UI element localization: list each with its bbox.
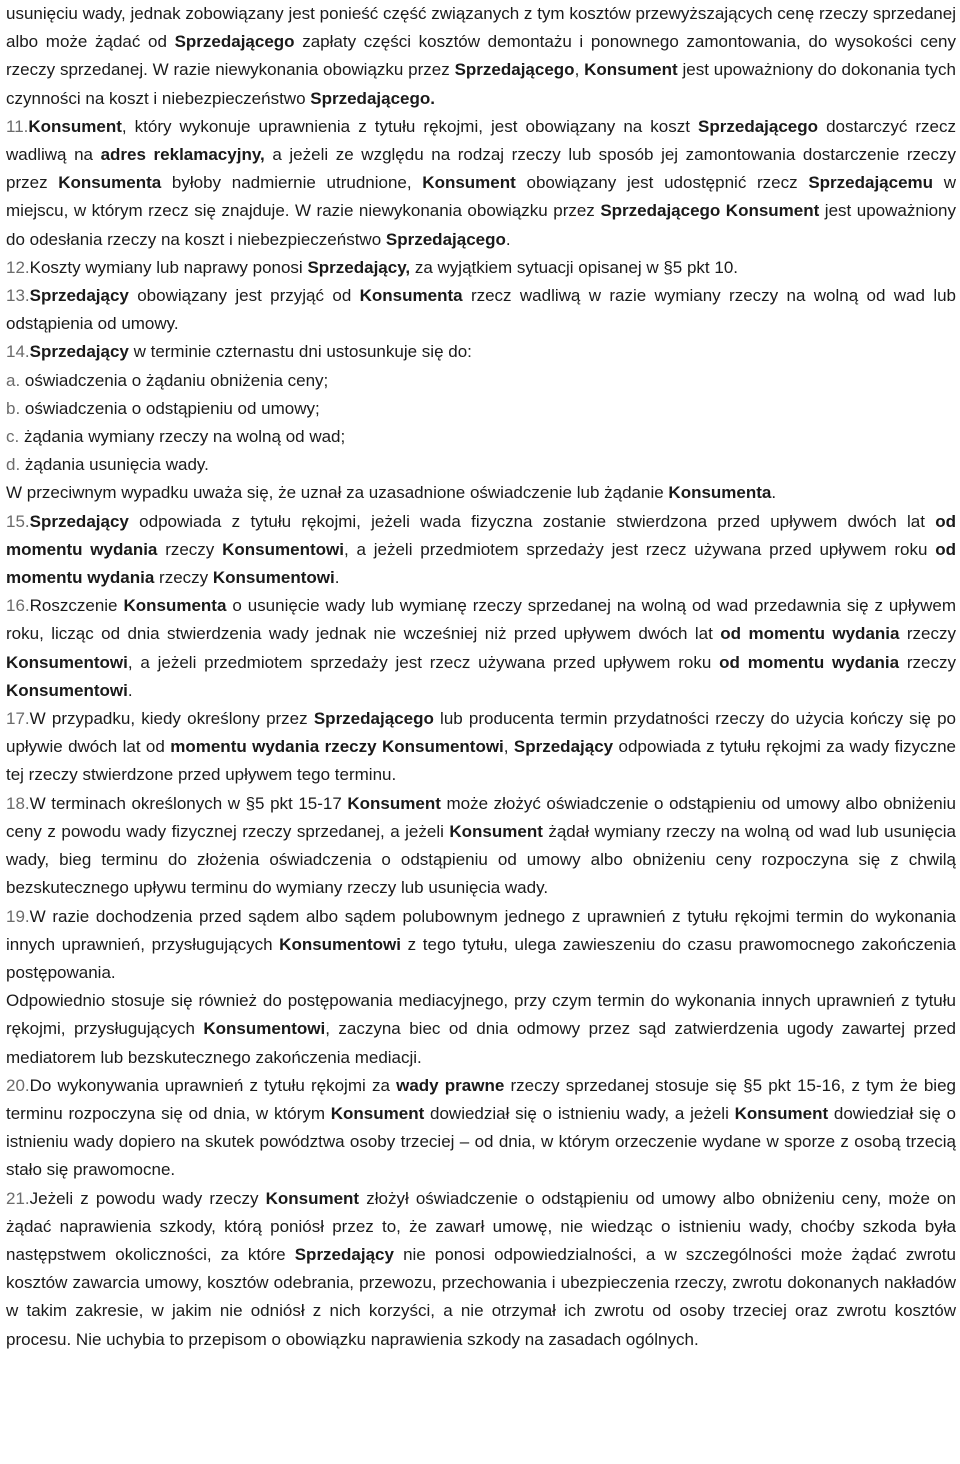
bold-term: Sprzedający: [29, 511, 129, 531]
clause-number: b.: [6, 398, 21, 418]
document-body: [6, 0, 956, 1354]
text-run: obowiązany jest udostępnić rzecz: [515, 173, 809, 193]
text-run: dowiedział się o istnieniu wady dopiero na skutek powództwa osoby trzeciej – od dnia, w którym orzeczenie wydane w sporze z osobą trzecią stało się prawomocne.: [6, 1103, 956, 1180]
text-run: zapłaty części kosztów demontażu i ponownego zamontowania, do wysokości ceny rzeczy sprzedanej. W razie niewykonania obowiązku przez: [6, 32, 956, 80]
clause-number: 17.: [6, 709, 30, 729]
clause-paragraph: [6, 338, 956, 366]
bold-term: wady prawne: [396, 1075, 505, 1095]
text-run: złożył oświadczenie o odstąpieniu od umowy albo obniżeniu ceny, może on żądać naprawienia szkody, którą poniósł przez to, że zawarł umowę, nie wiedząc o istnieniu wady, choćby szkoda była następstwem okoliczności, za które: [6, 1188, 956, 1264]
clause-number: 20.: [6, 1075, 30, 1095]
bold-term: Konsumentowi: [222, 539, 344, 559]
bold-term: Konsumentowi: [279, 934, 402, 954]
text-run: z tego tytułu, ulega zawieszeniu do czasu prawomocnego zakończenia postępowania.: [6, 934, 956, 982]
text-run: rzeczy sprzedanej stosuje się §5 pkt 15-16, z tym że bieg terminu rozpoczyna się od dnia, w którym: [6, 1075, 956, 1123]
clause-paragraph: [6, 423, 956, 451]
text-run: może złożyć oświadczenie o odstąpieniu od umowy albo obniżeniu ceny z powodu wady fizycznej rzeczy sprzedanej, a jeżeli: [6, 793, 956, 841]
text-run: za wyjątkiem sytuacji opisanej w §5 pkt 10.: [410, 257, 738, 277]
clause-number: a.: [6, 370, 21, 390]
text-run: Do wykonywania uprawnień z tytułu rękojmi za: [29, 1075, 397, 1095]
text-run: rzeczy: [899, 652, 957, 672]
clause-number: 18.: [6, 793, 30, 813]
bold-term: od momentu wydania: [6, 539, 957, 588]
bold-term: Konsumenta: [359, 286, 463, 306]
bold-term: Sprzedającego: [313, 709, 434, 729]
clause-number: 14.: [6, 342, 30, 362]
text-run: oświadczenia o odstąpieniu od umowy;: [20, 398, 320, 418]
text-run: .: [127, 680, 133, 700]
clause-paragraph: [6, 592, 956, 705]
clause-number: 19.: [6, 906, 30, 926]
bold-term: Sprzedający: [29, 342, 129, 362]
text-run: w terminie czternastu dni ustosunkuje się do:: [128, 342, 472, 362]
bold-term: Konsumentowi: [6, 680, 128, 700]
text-run: obowiązany jest przyjąć od: [128, 286, 360, 306]
text-run: a jeżeli ze względu na rodzaj rzeczy lub sposób jej zamontowania dostarczenie rzeczy przez: [6, 145, 956, 193]
clause-paragraph: [6, 451, 956, 479]
text-run: , zaczyna biec od dnia odmowy przez sąd zatwierdzenia ugody zawartej przed mediatorem lub bezskutecznego zakończenia mediacji.: [6, 1019, 956, 1067]
bold-term: od momentu wydania: [719, 652, 900, 672]
text-run: dowiedział się o istnieniu wady, a jeżeli: [424, 1103, 735, 1123]
bold-term: adres reklamacyjny,: [100, 145, 265, 165]
bold-term: Sprzedającego: [174, 32, 295, 52]
text-run: lub producenta termin przydatności rzeczy do użycia kończy się po upływie dwóch lat od: [6, 709, 956, 757]
text-run: żądania usunięcia wady.: [20, 455, 209, 475]
bold-term: Sprzedającemu: [808, 173, 934, 193]
bold-term: Sprzedający: [29, 286, 129, 306]
bold-term: Sprzedającego.: [310, 88, 435, 108]
bold-term: Sprzedającego: [385, 229, 506, 249]
bold-term: Sprzedający: [294, 1244, 394, 1264]
bold-term: Sprzedający: [513, 737, 614, 757]
text-run: rzeczy: [899, 624, 957, 644]
bold-term: Konsumenta: [668, 483, 772, 503]
bold-term: momentu wydania rzeczy Konsumentowi: [170, 737, 504, 757]
clause-paragraph: [6, 367, 956, 395]
bold-term: Konsumentowi: [203, 1019, 326, 1039]
clause-number: 12.: [6, 257, 30, 277]
text-run: rzeczy: [154, 568, 213, 588]
text-run: jest upoważniony do odesłania rzeczy na koszt i niebezpieczeństwo: [6, 201, 957, 249]
bold-term: Konsument: [265, 1188, 360, 1208]
bold-term: Konsument: [734, 1103, 829, 1123]
clause-paragraph: [6, 395, 956, 423]
text-run: W razie dochodzenia przed sądem albo sądem polubownym jednego z uprawnień z tytułu rękojmi termin do wykonania innych uprawnień, przysługujących: [6, 906, 956, 954]
text-run: byłoby nadmiernie utrudnione,: [161, 173, 423, 193]
text-run: jest upoważniony do dokonania tych czynności na koszt i niebezpieczeństwo: [6, 60, 956, 108]
text-run: w miejscu, w którym rzecz się znajduje. W razie niewykonania obowiązku przez: [6, 173, 957, 221]
text-run: .: [334, 568, 340, 588]
text-run: rzeczy: [157, 539, 223, 559]
text-run: usunięciu wady, jednak zobowiązany jest ponieść część związanych z tym kosztów przewyższających cenę rzeczy sprzedanej albo może żądać od: [6, 4, 956, 52]
text-run: ,: [574, 60, 585, 80]
text-run: rzecz wadliwą w razie wymiany rzeczy na wolną od wad lub odstąpienia od umowy.: [6, 286, 957, 334]
text-run: Roszczenie: [29, 596, 124, 616]
clause-paragraph: [6, 113, 956, 254]
text-run: odpowiada z tytułu rękojmi za wady fizyczne tej rzeczy stwierdzone przed upływem tego terminu.: [6, 737, 957, 785]
clause-paragraph: [6, 508, 956, 593]
text-run: żądania wymiany rzeczy na wolną od wad;: [19, 427, 346, 447]
clause-paragraph: [6, 282, 956, 338]
bold-term: Konsument: [28, 116, 122, 136]
bold-term: Konsument: [584, 60, 678, 80]
clause-paragraph: [6, 705, 956, 790]
clause-number: c.: [6, 427, 20, 447]
clause-paragraph: [6, 254, 956, 282]
bold-term: Sprzedającego Konsument: [600, 201, 820, 221]
clause-paragraph: [6, 1072, 956, 1185]
text-run: , który wykonuje uprawnienia z tytułu rękojmi, jest obowiązany na koszt: [121, 116, 699, 136]
text-run: W terminach określonych w §5 pkt 15-17: [29, 793, 348, 813]
clause-paragraph: [6, 790, 956, 903]
bold-term: Konsument: [449, 821, 543, 841]
clause-number: d.: [6, 455, 21, 475]
bold-term: Konsument: [347, 793, 441, 813]
bold-term: Konsument: [422, 173, 516, 193]
bold-term: Konsumenta: [58, 173, 162, 193]
clause-number: 15.: [6, 511, 30, 531]
text-run: .: [505, 229, 511, 249]
text-run: Jeżeli z powodu wady rzeczy: [29, 1188, 266, 1208]
text-run: odpowiada z tytułu rękojmi, jeżeli wada fizyczna zostanie stwierdzona przed upływem dwóch lat: [128, 511, 936, 531]
text-run: ,: [503, 737, 514, 757]
text-paragraph: [6, 479, 956, 507]
text-run: nie ponosi odpowiedzialności, a w szczególności może żądać zwrotu kosztów zawarcia umowy, kosztów odebrania, przewozu, przechowania i ubezpieczenia rzeczy, zwrotu dokonanych nakładów w takim zakresie, w jakim nie odniósł z nich korzyści, a nie otrzymał ich zwrotu od osoby trzeciej oraz zwrotu kosztów procesu. Nie uchybia to przepisom o obowiązku naprawienia szkody na zasadach ogólnych.: [6, 1244, 956, 1349]
clause-paragraph: [6, 1185, 956, 1354]
text-run: , a jeżeli przedmiotem sprzedaży jest rzecz używana przed upływem roku: [343, 539, 936, 559]
text-run: , a jeżeli przedmiotem sprzedaży jest rzecz używana przed upływem roku: [127, 652, 720, 672]
clause-number: 11.: [6, 116, 29, 136]
bold-term: Konsument: [330, 1103, 425, 1123]
bold-term: Sprzedającego: [454, 60, 575, 80]
text-run: W przeciwnym wypadku uważa się, że uznał za uzasadnione oświadczenie lub żądanie: [6, 483, 669, 503]
clause-number: 21.: [6, 1188, 30, 1208]
clause-paragraph: [6, 903, 956, 988]
bold-term: Konsumentowi: [212, 568, 335, 588]
text-run: oświadczenia o żądaniu obniżenia ceny;: [20, 370, 329, 390]
clause-number: 13.: [6, 286, 30, 306]
clause-number: 16.: [6, 596, 30, 616]
bold-term: Sprzedającego: [698, 116, 819, 136]
bold-term: od momentu wydania: [720, 624, 900, 644]
text-run: dostarczyć rzecz wadliwą na: [6, 116, 957, 165]
bold-term: Sprzedający,: [307, 257, 411, 277]
text-paragraph: [6, 0, 956, 113]
bold-term: Konsumenta: [123, 596, 227, 616]
bold-term: Konsumentowi: [6, 652, 128, 672]
text-run: Koszty wymiany lub naprawy ponosi: [29, 257, 308, 277]
text-run: Odpowiednio stosuje się również do postępowania mediacyjnego, przy czym termin do wykonania innych uprawnień z tytułu rękojmi, przysługujących: [6, 991, 956, 1039]
bold-term: od momentu wydania: [6, 511, 956, 559]
text-run: .: [771, 483, 777, 503]
text-run: żądał wymiany rzeczy na wolną od wad lub usunięcia wady, bieg terminu do złożenia oświadczenia o odstąpieniu od umowy albo obniżeniu ceny rozpoczyna się z chwilą bezskutecznego upływu terminu do wymiany rzeczy lub usunięcia wady.: [6, 821, 956, 898]
text-run: W przypadku, kiedy określony przez: [29, 709, 314, 729]
text-paragraph: [6, 987, 956, 1072]
text-run: o usunięcie wady lub wymianę rzeczy sprzedanej na wolną od wad przedawnia się z upływem roku, licząc od dnia stwierdzenia wady jednak nie wcześniej niż przed upływem dwóch lat: [6, 596, 956, 644]
